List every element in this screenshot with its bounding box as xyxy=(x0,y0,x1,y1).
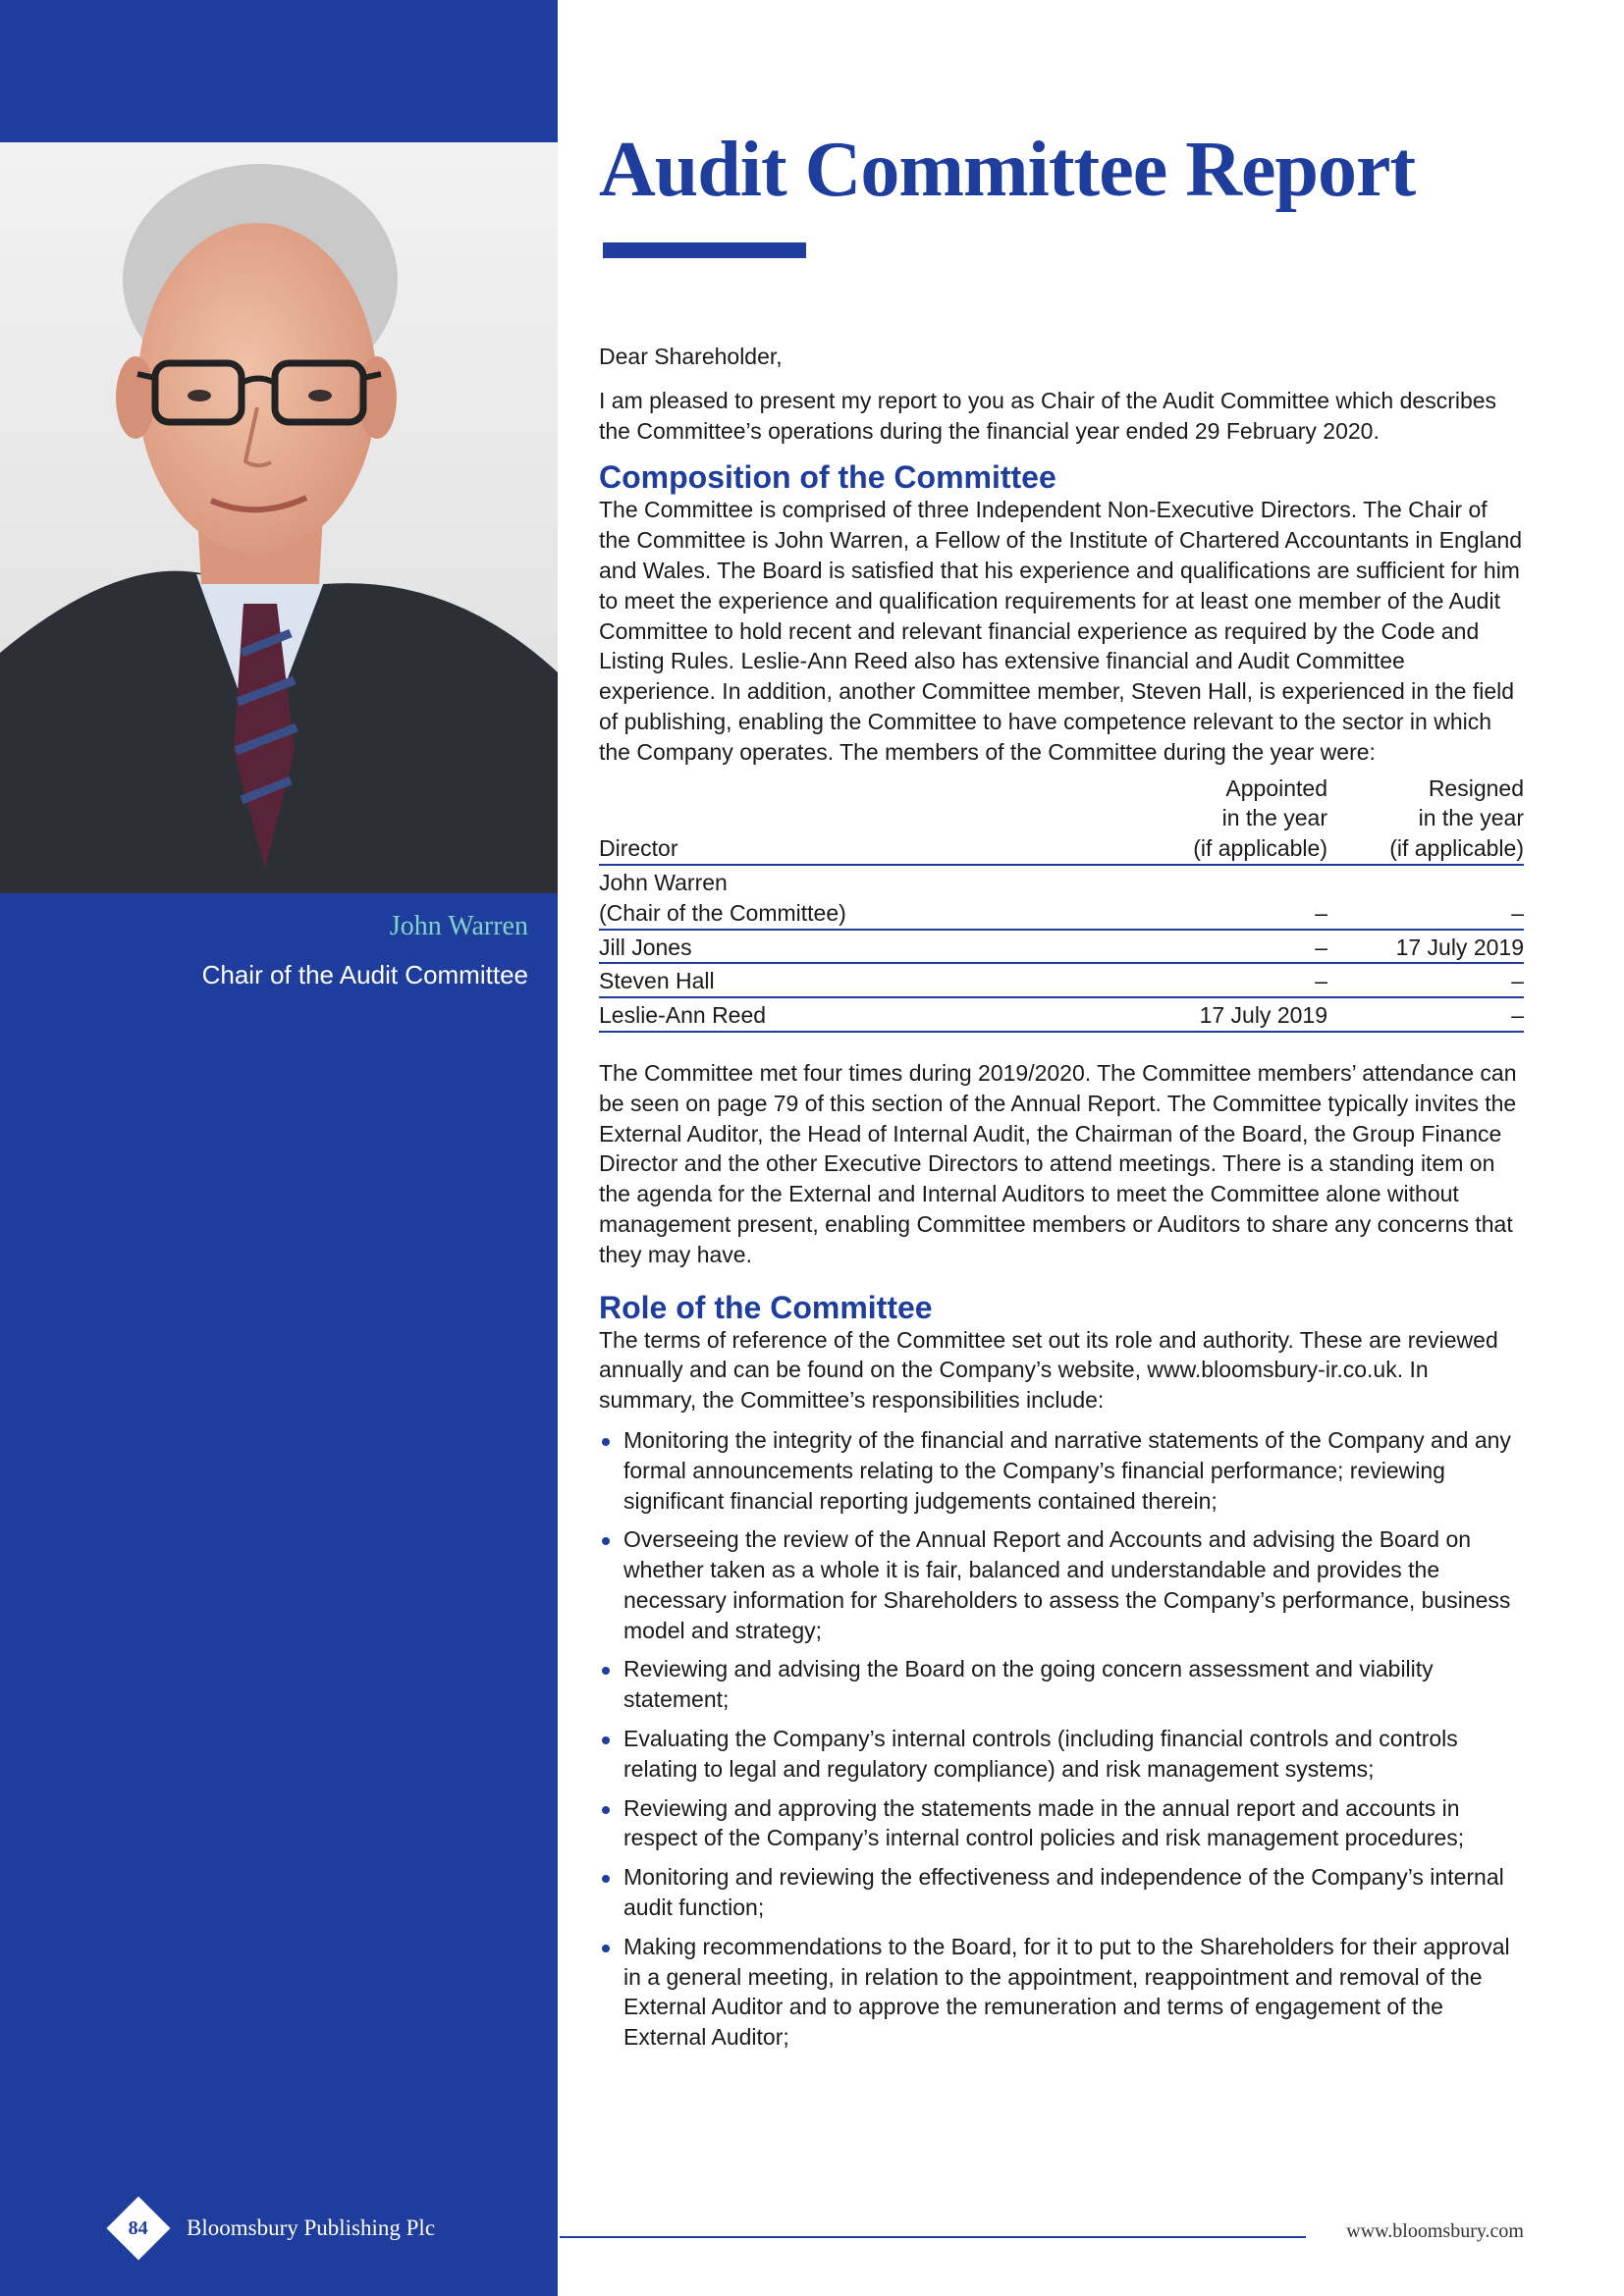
responsibilities-list xyxy=(599,1425,1524,2053)
resigned-value: – xyxy=(1327,865,1524,930)
director-name: Jill Jones xyxy=(599,930,1121,964)
role-paragraph: The terms of reference of the Committee set out its role and authority. These are reviewed annually and can be found on the Company’s website, www.bloomsbury-ir.co.uk. In summary, the Committee’s responsibilities include: xyxy=(599,1326,1498,1414)
footer-left xyxy=(116,2199,435,2258)
appointed-value: – xyxy=(1121,963,1327,997)
table-row xyxy=(599,865,1524,930)
list-item: Monitoring and reviewing the effectiveness and independence of the Company’s internal audit function; xyxy=(599,1862,1524,1923)
role-heading: Role of the Committee xyxy=(599,1289,933,1325)
portrait-photo xyxy=(0,142,558,893)
intro-paragraph: I am pleased to present my report to you as Chair of the Audit Committee which describes the Committee’s operations during the financial year ended 29 February 2020. xyxy=(599,387,1497,444)
person-name: John Warren xyxy=(389,911,528,941)
page-title: Audit Committee Report xyxy=(599,127,1416,213)
title-underline xyxy=(603,242,806,258)
appointed-value: – xyxy=(1121,930,1327,964)
director-name: Steven Hall xyxy=(599,963,1121,997)
footer-divider xyxy=(560,2236,1306,2238)
resigned-value: – xyxy=(1327,963,1524,997)
members-table xyxy=(599,774,1524,1033)
meetings-paragraph: The Committee met four times during 2019/2020. The Committee members’ attendance can be seen on page 79 of this section of the Annual Report. The Committee typically invites the External Auditor, the Head of Internal Audit, the Chairman of the Board, the Group Finance Director and the other Executive Directors to attend meetings. There is a standing item on the agenda for the External and Internal Auditors to meet the Committee alone without management present, enabling Committee members or Auditors to share any concerns that they may have. xyxy=(599,1059,1517,1267)
table-header-row xyxy=(599,774,1524,865)
list-item: Making recommendations to the Board, for it to put to the Shareholders for their approval in a general meeting, in relation to the appointment, reappointment and removal of the External Auditor and to approve the remuneration and terms of engagement of the External Auditor; xyxy=(599,1932,1524,2053)
composition-paragraph: The Committee is comprised of three Independent Non-Executive Directors. The Chair of the Committee is John Warren, a Fellow of the Institute of Chartered Accountants in England and Wales. The Board is satisfied that his experience and qualifications are sufficient for him to meet the experience and qualification requirements for at least one member of the Audit Committee to hold recent and relevant financial experience as required by the Code and Listing Rules. Leslie-Ann Reed also has extensive financial and Audit Committee experience. In addition, another Committee member, Steven Hall, is experienced in the field of publishing, enabling the Committee to have competence relevant to the sector in which the Company operates. The members of the Committee during the year were: xyxy=(599,497,1523,765)
table-row xyxy=(599,997,1524,1032)
list-item: Overseeing the review of the Annual Report and Accounts and advising the Board on whether taken as a whole it is fair, balanced and understandable and provides the necessary information for Shareholders to assess the Company’s performance, business model and strategy; xyxy=(599,1524,1524,1645)
director-name: John Warren (Chair of the Committee) xyxy=(599,865,1121,930)
list-item: Reviewing and advising the Board on the going concern assessment and viability statement; xyxy=(599,1654,1524,1715)
publisher-name: Bloomsbury Publishing Plc xyxy=(187,2216,436,2240)
person-role: Chair of the Audit Committee xyxy=(201,960,528,989)
report-content xyxy=(599,342,1524,2061)
resigned-value: – xyxy=(1327,997,1524,1032)
list-item: Evaluating the Company’s internal controls (including financial controls and controls relating to legal and regulatory compliance) and risk management systems; xyxy=(599,1724,1524,1785)
page-number: 84 xyxy=(129,2216,148,2239)
list-item: Reviewing and approving the statements made in the annual report and accounts in respect of the Company’s internal control policies and risk management procedures; xyxy=(599,1793,1524,1854)
sidebar-panel xyxy=(0,0,558,2296)
header-resigned: Resigned in the year (if applicable) xyxy=(1327,774,1524,865)
table-row xyxy=(599,963,1524,997)
table-row xyxy=(599,930,1524,964)
header-director: Director xyxy=(599,774,1121,865)
salutation: Dear Shareholder, xyxy=(599,344,783,369)
composition-heading: Composition of the Committee xyxy=(599,459,1056,496)
header-appointed: Appointed in the year (if applicable) xyxy=(1121,774,1327,865)
list-item: Monitoring the integrity of the financial and narrative statements of the Company and any formal announcements relating to the Company’s financial performance; reviewing significant financial reporting judgements contained therein; xyxy=(599,1425,1524,1516)
appointed-value: 17 July 2019 xyxy=(1121,997,1327,1032)
appointed-value: – xyxy=(1121,865,1327,930)
page-number-diamond xyxy=(106,2196,170,2260)
resigned-value: 17 July 2019 xyxy=(1327,930,1524,964)
footer-website[interactable]: www.bloomsbury.com xyxy=(1346,2220,1524,2242)
director-name: Leslie-Ann Reed xyxy=(599,997,1121,1032)
